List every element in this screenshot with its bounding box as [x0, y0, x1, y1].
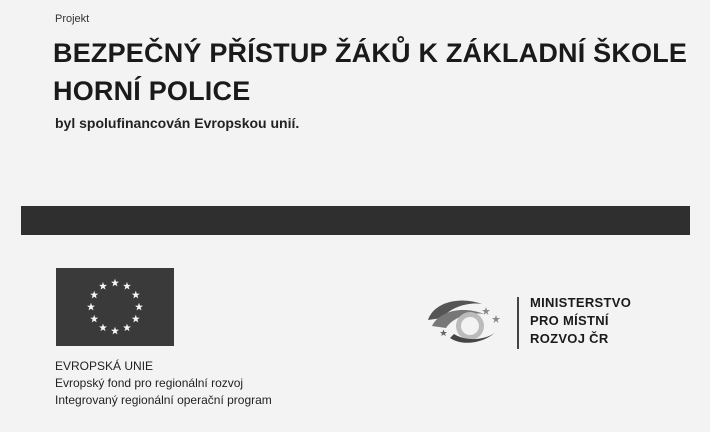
- cofinanced-statement: byl spolufinancován Evropskou unií.: [55, 115, 300, 131]
- ministry-name: [530, 294, 631, 348]
- eu-star-icon: [99, 282, 107, 290]
- eu-star-icon: [135, 303, 143, 311]
- project-label: Projekt: [55, 13, 90, 25]
- eu-name: EVROPSKÁ UNIE: [55, 359, 154, 373]
- project-title: BEZPEČNÝ PŘÍSTUP ŽÁKŮ K ZÁKLADNÍ ŠKOLE HORNÍ POLICE: [53, 38, 688, 106]
- eu-text-block: [55, 358, 272, 409]
- eu-program: Integrovaný regionální operační program: [55, 393, 272, 407]
- eu-star-icon: [111, 327, 119, 335]
- ministry-name-line-1: MINISTERSTVO: [530, 295, 632, 310]
- eu-star-icon: [99, 324, 107, 332]
- ministry-logo-icon: [420, 290, 510, 350]
- eu-star-icon: [111, 279, 119, 287]
- ministry-name-line-2: PRO MÍSTNÍ: [530, 313, 609, 328]
- eu-star-icon: [123, 324, 131, 332]
- dark-band: [21, 206, 690, 235]
- eu-star-icon: [132, 315, 140, 323]
- ministry-divider: [517, 297, 519, 349]
- eu-star-icon: [123, 282, 131, 290]
- eu-fund: Evropský fond pro regionální rozvoj: [55, 376, 244, 390]
- eu-flag-icon: [56, 268, 174, 346]
- ministry-name-line-3: ROZVOJ ČR: [530, 331, 609, 346]
- eu-star-icon: [90, 291, 98, 299]
- eu-star-icon: [132, 291, 140, 299]
- eu-star-icon: [87, 303, 95, 311]
- eu-star-icon: [90, 315, 98, 323]
